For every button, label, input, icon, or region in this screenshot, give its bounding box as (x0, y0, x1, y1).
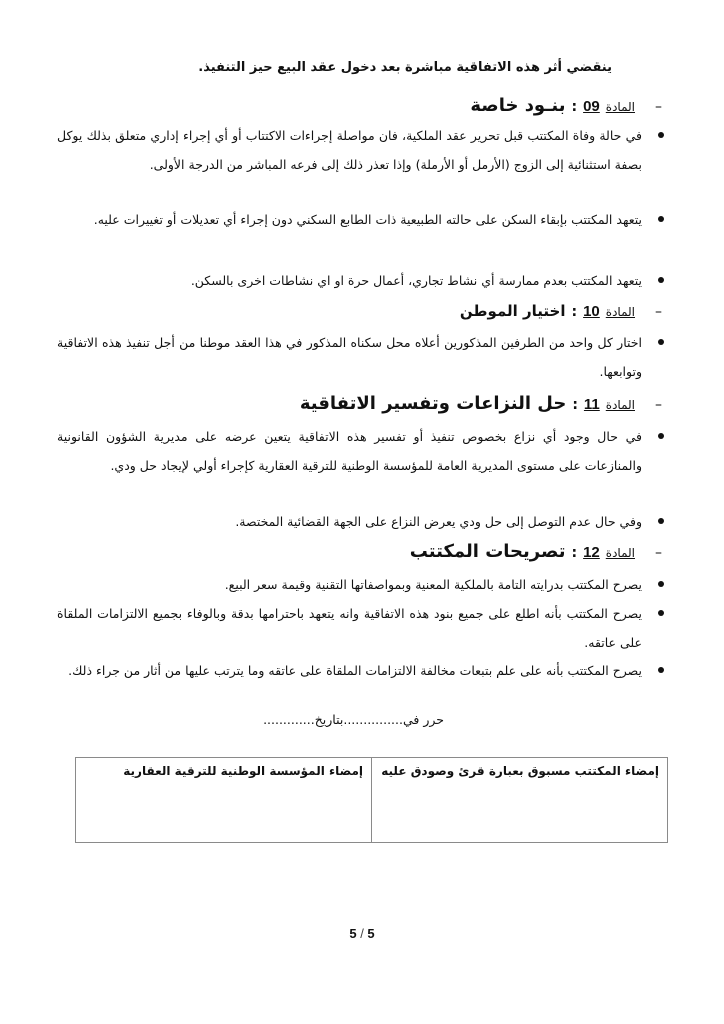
signature-table (75, 757, 668, 843)
bullet-icon (658, 518, 664, 524)
list-item-text: في حالة وفاة المكتتب قبل تحرير عقد الملكية، فان مواصلة إجراءات الاكتتاب أو أي إجراء إداري متعلق بذلك يوكل بصفة استثنائية إلى الزوج (الأرمل أو الأرملة) وإذا تعذر ذلك إلى فرعه المباشر من الدرجة الأولى. (57, 128, 642, 172)
bullet-icon (658, 581, 664, 587)
list-item (57, 570, 642, 599)
heading-colon: : (571, 304, 578, 320)
list-item (57, 422, 642, 480)
bullet-icon (658, 339, 664, 345)
article-number: 09 (583, 98, 600, 115)
list-item (57, 656, 642, 685)
heading-colon: : (571, 545, 578, 561)
article-title: تصريحات المكتتب (409, 541, 566, 562)
article-label: المادة (605, 100, 635, 114)
intro-sentence: ينقضي أثر هذه الاتفاقية مباشرة بعد دخول عقد البيع حيز التنفيذ. (198, 60, 612, 75)
heading-dash: – (655, 304, 662, 320)
article-11-heading (300, 393, 662, 414)
list-item-text: يصرح المكتتب بأنه على علم بتبعات مخالفة الالتزامات الملقاة على عاتقه وما يترتب عليها من أثار من جراء ذلك. (68, 663, 642, 678)
heading-colon: : (572, 397, 578, 413)
list-item-text: يتعهد المكتتب بعدم ممارسة أي نشاط تجاري، أعمال حرة او اي نشاطات اخرى بالسكن. (190, 273, 642, 288)
heading-dash: – (655, 545, 662, 561)
institution-signature-label: إمضاء المؤسسة الوطنية للترقية العقارية (123, 764, 363, 778)
page-current: 5 (349, 926, 357, 941)
page-separator: / (360, 926, 368, 941)
bullet-icon (658, 132, 664, 138)
article-09-heading (470, 95, 662, 116)
article-number: 10 (583, 303, 600, 320)
subscriber-signature-cell (372, 758, 668, 843)
list-item (57, 205, 642, 234)
article-label: المادة (605, 305, 635, 319)
article-label: المادة (605, 398, 635, 412)
article-title: بنـود خاصة (470, 95, 566, 116)
list-item-text: اختار كل واحد من الطرفين المذكورين أعلاه محل سكناه المذكور في هذا العقد موطنا من أجل تنفيذ هذه الاتفاقية وتوابعها. (57, 335, 642, 379)
list-item-text: يصرح المكتتب بأنه اطلع على جميع بنود هذه الاتفاقية وانه يتعهد باحترامها بدقة وبالوفاء بجميع الالتزامات الملقاة على عاتقه. (57, 606, 642, 650)
list-item (57, 266, 642, 295)
bullet-icon (658, 667, 664, 673)
bullet-icon (658, 433, 664, 439)
list-item-text: يصرح المكتتب بدرايته التامة بالملكية المعنية وبمواصفاتها التقنية وقيمة سعر البيع. (224, 577, 642, 592)
page-total: 5 (367, 926, 375, 941)
list-item-text: يتعهد المكتتب بإبقاء السكن على حالته الطبيعية ذات الطابع السكني دون إجراء أي تعديلات أو تغييرات عليه. (93, 212, 642, 227)
bullet-icon (658, 216, 664, 222)
list-item (57, 599, 642, 657)
list-item (57, 507, 642, 536)
bullet-icon (658, 610, 664, 616)
heading-dash: – (655, 99, 662, 115)
subscriber-signature-label: إمضاء المكتتب مسبوق بعبارة قرئ وصودق عليه (381, 764, 659, 778)
heading-dash: – (655, 397, 662, 413)
article-label: المادة (605, 546, 635, 560)
article-number: 12 (583, 544, 600, 561)
list-item-text: في حال وجود أي نزاع بخصوص تنفيذ أو تفسير هذه الاتفاقية يتعين عرضه على مديرية الشؤون القانونية والمنازعات على مستوى المديرية العامة للمؤسسة الوطنية للترقية العقارية كإجراء أولي لإيجاد حل ودي. (57, 429, 642, 473)
institution-signature-cell (76, 758, 372, 843)
heading-colon: : (571, 99, 578, 115)
list-item (57, 121, 642, 179)
bullet-icon (658, 277, 664, 283)
article-title: اختيار الموطن (459, 302, 566, 320)
list-item (57, 328, 642, 386)
article-10-heading (460, 302, 662, 320)
article-number: 11 (583, 396, 600, 413)
place-date-line: حرر في...............بتاريخ............. (263, 712, 444, 727)
article-title: حل النزاعات وتفسير الاتفاقية (299, 393, 567, 414)
list-item-text: وفي حال عدم التوصل إلى حل ودي يعرض النزاع على الجهة القضائية المختصة. (235, 514, 642, 529)
page-number (0, 926, 724, 941)
article-12-heading (410, 541, 662, 562)
